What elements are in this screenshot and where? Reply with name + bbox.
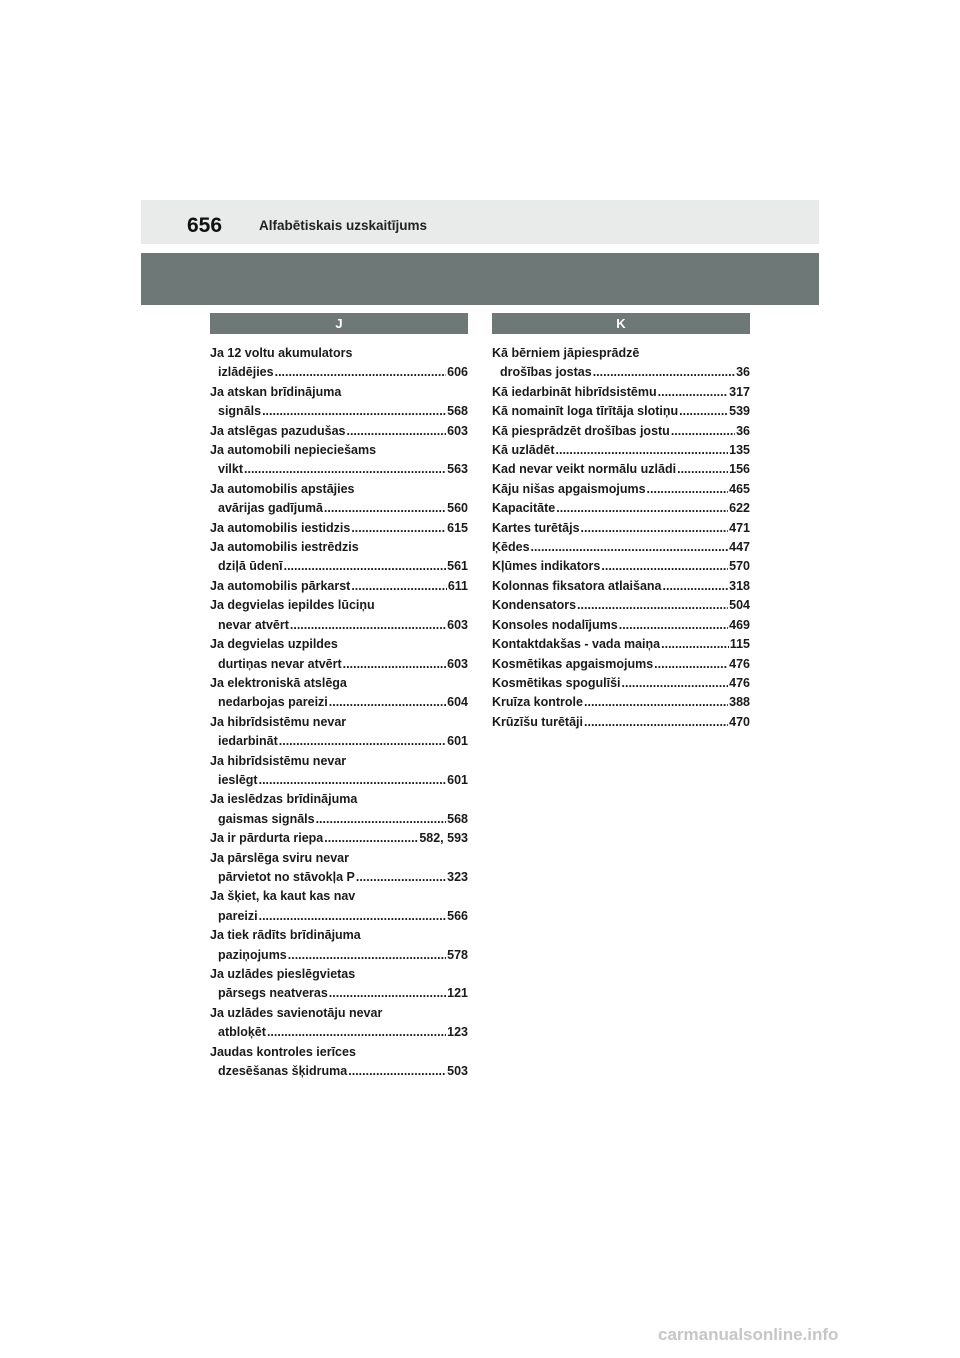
entry-text: ieslēgt — [218, 772, 258, 787]
entry-text: atbloķēt — [218, 1025, 266, 1040]
dot-leader — [356, 868, 446, 887]
entry-text: Kā nomainīt loga tīrītāja slotiņu — [492, 404, 679, 419]
entry-page-ref: 622 — [729, 501, 750, 516]
index-entry — [210, 422, 468, 441]
index-entry — [492, 480, 750, 499]
watermark: carmanualsonline.info — [658, 1325, 839, 1344]
index-entry — [492, 693, 750, 712]
entry-page-ref: 318 — [729, 578, 750, 593]
entry-text: Kruīza kontrole — [492, 695, 583, 710]
entry-text: Kolonnas fiksatora atlaišana — [492, 578, 662, 593]
entry-page-ref: 504 — [729, 598, 750, 613]
entry-page-ref: 603 — [447, 423, 468, 438]
index-entry — [492, 519, 750, 538]
index-entry — [492, 383, 750, 402]
dot-leader — [679, 402, 728, 421]
index-entry — [210, 829, 468, 848]
index-entry — [210, 538, 468, 577]
entry-page-ref: 465 — [729, 481, 750, 496]
page-number: 656 — [187, 214, 223, 237]
entry-page-ref: 539 — [729, 404, 750, 419]
letter-heading-k: K — [492, 313, 750, 334]
dot-leader — [601, 557, 728, 576]
dot-leader — [262, 402, 446, 421]
dot-leader — [324, 499, 446, 518]
index-entry — [492, 635, 750, 654]
dot-leader — [346, 422, 446, 441]
entry-text: paziņojums — [218, 947, 287, 962]
index-entry — [210, 441, 468, 480]
entry-page-ref: 603 — [447, 656, 468, 671]
entry-text: pareizi — [218, 908, 258, 923]
entry-text: vilkt — [218, 462, 244, 477]
entry-page-ref: 388 — [729, 695, 750, 710]
dot-leader — [267, 1023, 446, 1042]
entry-list-k — [492, 344, 750, 732]
entry-text: Konsoles nodalījums — [492, 617, 618, 632]
entry-text: Kontaktdakšas - vada maiņa — [492, 637, 661, 652]
page-header — [141, 200, 819, 244]
entry-text: Kā uzlādēt — [492, 443, 555, 458]
dot-leader — [584, 713, 728, 732]
index-entry — [492, 538, 750, 557]
entry-text: Kosmētikas spogulīši — [492, 675, 621, 690]
entry-text: Krūzīšu turētāji — [492, 714, 583, 729]
entry-page-ref: 476 — [729, 675, 750, 690]
entry-page-ref: 566 — [447, 908, 468, 923]
entry-text: nedarbojas pareizi — [218, 695, 328, 710]
index-entry — [210, 849, 468, 888]
index-entry — [210, 790, 468, 829]
entry-page-ref: 560 — [447, 501, 468, 516]
entry-page-ref: 604 — [447, 695, 468, 710]
dot-leader — [316, 810, 447, 829]
entry-text: Kartes turētājs — [492, 520, 580, 535]
entry-text: Ja šķiet, ka kaut kas nav — [210, 889, 356, 904]
header-banner — [141, 253, 819, 305]
dot-leader — [329, 984, 446, 1003]
entry-text: durtiņas nevar atvērt — [218, 656, 342, 671]
index-entry — [492, 557, 750, 576]
entry-text: pārsegs neatveras — [218, 986, 328, 1001]
entry-page-ref: 115 — [729, 637, 750, 652]
dot-leader — [279, 732, 446, 751]
entry-text: dziļā ūdenī — [218, 559, 283, 574]
dot-leader — [663, 577, 729, 596]
entry-page-ref: 156 — [729, 462, 750, 477]
dot-leader — [584, 693, 728, 712]
entry-text: Ja hibrīdsistēmu nevar — [210, 753, 347, 768]
index-entry — [210, 752, 468, 791]
entry-text: Ja 12 voltu akumulators — [210, 346, 353, 360]
entry-text: gaismas signāls — [218, 811, 315, 826]
entry-text: Kāju nišas apgaismojums — [492, 481, 646, 496]
entry-page-ref: 36 — [736, 365, 750, 380]
entry-page-ref: 323 — [447, 869, 468, 884]
index-entry — [210, 887, 468, 926]
index-entry — [210, 674, 468, 713]
dot-leader — [661, 635, 729, 654]
dot-leader — [531, 538, 729, 557]
entry-text: Ja automobilis iestidzis — [210, 520, 351, 535]
entry-text: Ķēdes — [492, 540, 530, 555]
index-column-k — [492, 313, 750, 732]
entry-text: Ja pārslēga sviru nevar — [210, 850, 349, 865]
entry-text: Ja hibrīdsistēmu nevar — [210, 714, 347, 729]
entry-text: Ja automobilis iestrēdzis — [210, 540, 359, 555]
dot-leader — [577, 596, 728, 615]
index-entry — [210, 480, 468, 519]
entry-text: Ja ir pārdurta riepa — [210, 831, 324, 846]
entry-page-ref: 606 — [447, 365, 468, 380]
entry-text: Kapacitāte — [492, 501, 556, 516]
index-entry — [492, 441, 750, 460]
entry-text: Ja automobilis apstājies — [210, 481, 355, 496]
entry-page-ref: 469 — [729, 617, 750, 632]
entry-page-ref: 476 — [729, 656, 750, 671]
entry-text: Ja uzlādes pieslēgvietas — [210, 967, 356, 981]
index-entry — [210, 577, 468, 596]
dot-leader — [324, 829, 418, 848]
dot-leader — [290, 616, 446, 635]
entry-text: Ja degvielas iepildes lūciņu — [210, 598, 375, 613]
index-entry — [210, 1043, 468, 1082]
index-entry — [210, 596, 468, 635]
dot-leader — [654, 655, 728, 674]
entry-page-ref: 603 — [447, 617, 468, 632]
index-entry — [210, 965, 468, 1004]
entry-page-ref: 447 — [729, 540, 750, 555]
entry-text: Kondensators — [492, 598, 577, 613]
index-entry — [492, 577, 750, 596]
dot-leader — [284, 557, 447, 576]
index-entry — [492, 344, 750, 383]
index-entry — [210, 383, 468, 422]
entry-text: Kad nevar veikt normālu uzlādi — [492, 462, 677, 477]
entry-page-ref: 601 — [447, 772, 468, 787]
index-entry — [492, 616, 750, 635]
entry-page-ref: 123 — [447, 1025, 468, 1040]
entry-page-ref: 578 — [447, 947, 468, 962]
entry-text: Ja atskan brīdinājuma — [210, 384, 342, 399]
entry-page-ref: 568 — [447, 811, 468, 826]
entry-text: avārijas gadījumā — [218, 501, 323, 516]
index-entry — [210, 344, 468, 383]
index-entry — [492, 460, 750, 479]
index-entry — [210, 713, 468, 752]
entry-text: Jaudas kontroles ierīces — [210, 1044, 356, 1059]
entry-page-ref: 135 — [729, 443, 750, 458]
entry-page-ref: 582, 593 — [419, 831, 468, 846]
dot-leader — [259, 907, 447, 926]
dot-leader — [581, 519, 729, 538]
entry-text: pārvietot no stāvokļa P — [218, 869, 355, 884]
index-entry — [210, 1004, 468, 1043]
entry-text: Ja ieslēdzas brīdinājuma — [210, 792, 358, 807]
entry-text: Kļūmes indikators — [492, 559, 601, 574]
entry-text: Ja tiek rādīts brīdinājuma — [210, 928, 361, 943]
entry-page-ref: 601 — [447, 734, 468, 749]
entry-text: Ja automobili nepieciešams — [210, 443, 377, 458]
entry-page-ref: 561 — [447, 559, 468, 574]
entry-page-ref: 121 — [447, 986, 468, 1001]
index-entry — [210, 635, 468, 674]
dot-leader — [622, 674, 729, 693]
entry-page-ref: 568 — [447, 404, 468, 419]
dot-leader — [275, 363, 447, 382]
entry-page-ref: 615 — [447, 520, 468, 535]
index-entry — [492, 674, 750, 693]
entry-text: Ja automobilis pārkarst — [210, 578, 351, 593]
entry-text: Ja uzlādes savienotāju nevar — [210, 1005, 383, 1020]
index-entry — [492, 499, 750, 518]
entry-page-ref: 563 — [447, 462, 468, 477]
entry-text: izlādējies — [218, 365, 274, 380]
index-entry — [492, 655, 750, 674]
entry-list-j — [210, 344, 468, 1081]
dot-leader — [677, 460, 728, 479]
entry-text: nevar atvērt — [218, 617, 289, 632]
dot-leader — [647, 480, 729, 499]
dot-leader — [351, 577, 447, 596]
entry-text: Ja atslēgas pazudušas — [210, 423, 346, 438]
entry-text: Kā piesprādzēt drošības jostu — [492, 423, 670, 438]
section-title: Alfabētiskais uzskaitījums — [259, 218, 428, 233]
index-entry — [492, 596, 750, 615]
dot-leader — [351, 519, 446, 538]
dot-leader — [619, 616, 728, 635]
dot-leader — [658, 383, 729, 402]
index-column-j — [210, 313, 468, 1081]
entry-text: Ja degvielas uzpildes — [210, 637, 338, 652]
dot-leader — [593, 363, 735, 382]
entry-text: iedarbināt — [218, 734, 278, 749]
entry-text: dzesēšanas šķidruma — [218, 1064, 348, 1079]
index-entry — [210, 926, 468, 965]
entry-page-ref: 611 — [447, 578, 468, 593]
entry-text: Kosmētikas apgaismojums — [492, 656, 654, 671]
entry-page-ref: 470 — [729, 714, 750, 729]
dot-leader — [259, 771, 447, 790]
dot-leader — [348, 1062, 446, 1081]
entry-page-ref: 317 — [729, 384, 750, 399]
entry-text: signāls — [218, 404, 262, 419]
index-entry — [492, 402, 750, 421]
dot-leader — [671, 422, 735, 441]
entry-text: drošības jostas — [500, 365, 592, 380]
entry-page-ref: 471 — [729, 520, 750, 535]
dot-leader — [288, 946, 446, 965]
dot-leader — [329, 693, 446, 712]
entry-page-ref: 570 — [729, 559, 750, 574]
entry-text: Kā bērniem jāpiesprādzē — [492, 346, 640, 360]
index-entry — [492, 713, 750, 732]
entry-page-ref: 503 — [447, 1064, 468, 1079]
dot-leader — [244, 460, 446, 479]
dot-leader — [556, 499, 728, 518]
index-entry — [210, 519, 468, 538]
dot-leader — [556, 441, 729, 460]
dot-leader — [343, 655, 446, 674]
entry-text: Ja elektroniskā atslēga — [210, 675, 347, 690]
index-entry — [492, 422, 750, 441]
letter-heading-j: J — [210, 313, 468, 334]
entry-page-ref: 36 — [736, 423, 750, 438]
entry-text: Kā iedarbināt hibrīdsistēmu — [492, 384, 657, 399]
